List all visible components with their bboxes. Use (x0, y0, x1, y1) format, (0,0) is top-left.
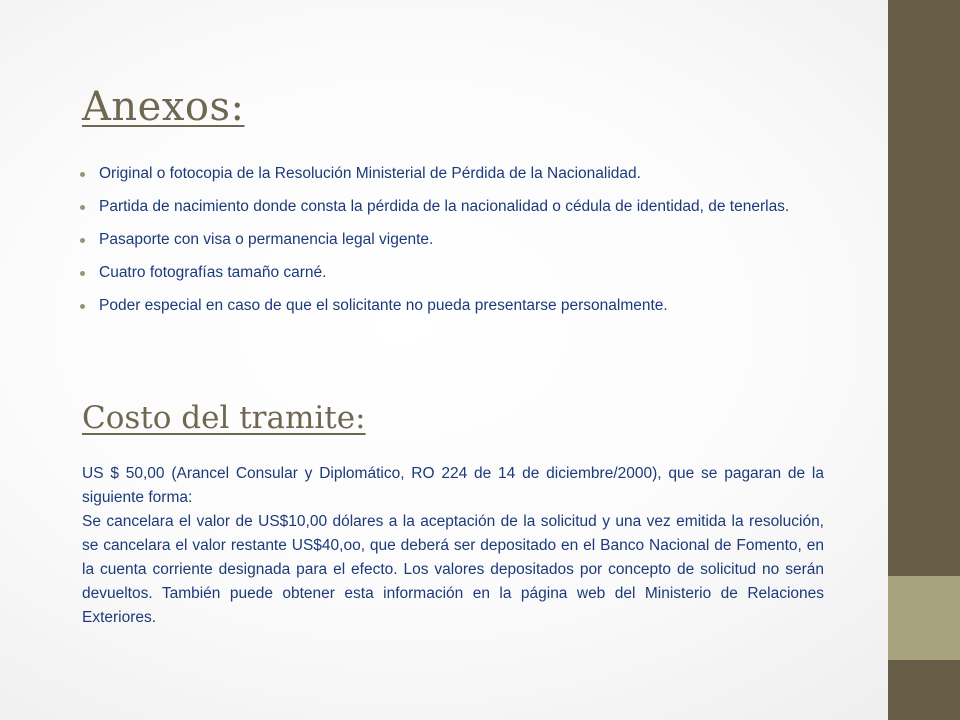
bullet-icon (80, 304, 85, 309)
sidebar-accent-band (888, 576, 960, 660)
bullet-icon (80, 172, 85, 177)
anexos-list (80, 162, 843, 327)
anexos-heading: Anexos: (82, 84, 245, 130)
anexos-item-text: Partida de nacimiento donde consta la pérdida de la nacionalidad o cédula de identidad, de tenerlas. (99, 198, 790, 215)
anexos-item-text: Poder especial en caso de que el solicitante no pueda presentarse personalmente. (99, 297, 668, 314)
anexos-list-item (80, 228, 843, 252)
bullet-icon (80, 205, 85, 210)
bullet-icon (80, 271, 85, 276)
anexos-item-text: Pasaporte con visa o permanencia legal vigente. (99, 231, 434, 248)
bullet-icon (80, 238, 85, 243)
costo-body (82, 462, 824, 630)
anexos-item-text: Cuatro fotografías tamaño carné. (99, 264, 327, 281)
anexos-list-item (80, 261, 843, 285)
costo-heading: Costo del tramite: (82, 400, 366, 436)
costo-paragraph-price: US $ 50,00 (Arancel Consular y Diplomático, RO 224 de 14 de diciembre/2000), que se pagaran de la siguiente forma: (82, 465, 824, 506)
costo-paragraph-payment: Se cancelara el valor de US$10,00 dólares a la aceptación de la solicitud y una vez emitida la resolución, se cancelara el valor restante US$40,oo, que deberá ser depositado en el Banco Nacional de Fomento, en la cuenta corriente designada para el efecto. Los valores depositados por concepto de solicitud no serán devueltos. También puede obtener esta información en la página web del Ministerio de Relaciones Exteriores. (82, 513, 824, 626)
anexos-list-item (80, 162, 843, 186)
anexos-list-item (80, 195, 843, 219)
anexos-item-text: Original o fotocopia de la Resolución Ministerial de Pérdida de la Nacionalidad. (99, 165, 641, 182)
anexos-list-item (80, 294, 843, 318)
